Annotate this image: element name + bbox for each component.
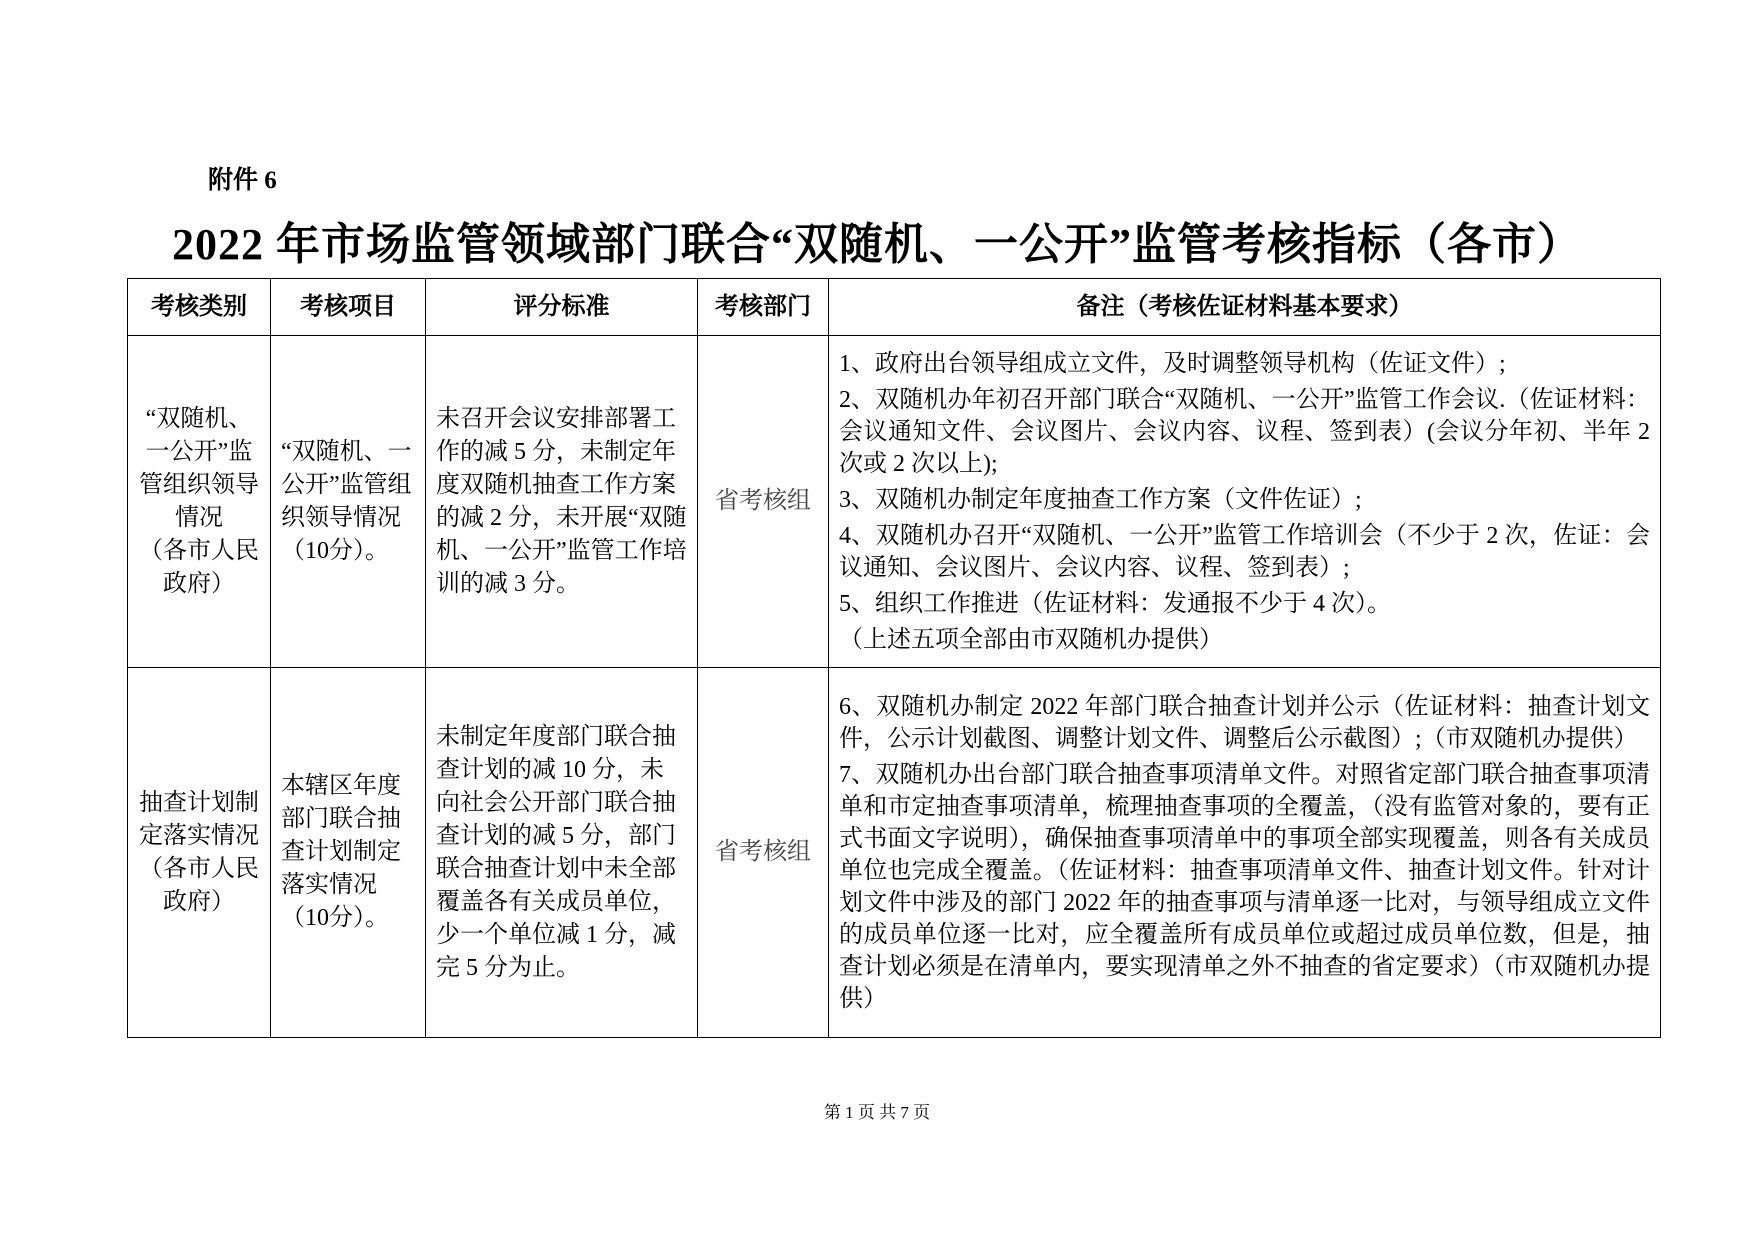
table-header [128,279,1661,336]
category-note: （各市人民政府） [139,855,259,915]
header-dept: 考核部门 [698,279,829,336]
criteria-cell: 未召开会议安排部署工作的减 5 分，未制定年度双随机抽查工作方案的减 2 分，未开展“双随机、一公开”监管工作培训的减 3 分。 [426,336,698,668]
remarks-cell [829,336,1661,668]
remark: 1、政府出台领导组成立文件，及时调整领导机构（佐证文件）; [839,350,1506,377]
category-cell [128,336,271,668]
item-cell: “双随机、一公开”监管组织领导情况（10分）。 [271,336,426,668]
header-category: 考核类别 [128,279,271,336]
remark: 5、组织工作推进（佐证材料：发通报不少于 4 次）。 [839,590,1391,617]
category: “双随机、一公开”监管组织领导情况 [139,405,259,531]
page-footer: 第 1 页 共 7 页 [823,1103,931,1122]
remark: （上述五项全部由市双随机办提供） [839,626,1223,653]
header-criteria: 评分标准 [426,279,698,336]
table-row [128,668,1661,1038]
remark: 7、双随机办出台部门联合抽查事项清单文件。对照省定部门联合抽查事项清单和市定抽查事项清单，梳理抽查事项的全覆盖，（没有监管对象的，要有正式书面文字说明），确保抽查事项清单中的事项全部实现覆盖，则各有关成员单位也完成全覆盖。（佐证材料：抽查事项清单文件、抽查计划文件。针对计划文件中涉及的部门 2022 年的抽查事项与清单逐一比对，与领导组成立文件的成员单位逐一比对，应全覆盖所有成员单位或超过成员单位数，但是，抽查计划必须是在清单内，要实现清单之外不抽查的省定要求）（市双随机办提供） [839,761,1650,1012]
remark: 2、双随机办年初召开部门联合“双随机、一公开”监管工作会议.（佐证材料：会议通知文件、会议图片、会议内容、议程、签到表）(会议分年初、半年 2 次或 2 次以上); [839,386,1650,477]
remark: 3、双随机办制定年度抽查工作方案（文件佐证）; [839,486,1362,513]
remarks-cell [829,668,1661,1038]
attachment-label: 附件 6 [208,167,277,194]
header-remarks: 备注（考核佐证材料基本要求） [829,279,1661,336]
dept-cell: 省考核组 [698,668,829,1038]
table-row [128,336,1661,668]
category-note: （各市人民政府） [139,537,259,597]
remark: 4、双随机办召开“双随机、一公开”监管工作培训会（不少于 2 次，佐证：会议通知、会议图片、会议内容、议程、签到表）; [839,522,1650,581]
assessment-table [127,278,1661,1038]
dept-cell: 省考核组 [698,336,829,668]
page-title: 2022 年市场监管领域部门联合“双随机、一公开”监管考核指标（各市） [172,220,1582,269]
remark: 6、双随机办制定 2022 年部门联合抽查计划并公示（佐证材料：抽查计划文件，公示计划截图、调整计划文件、调整后公示截图）;（市双随机办提供） [839,693,1650,752]
criteria-cell: 未制定年度部门联合抽查计划的减 10 分，未向社会公开部门联合抽查计划的减 5 分，部门联合抽查计划中未全部覆盖各有关成员单位，少一个单位减 1 分，减完 5 分为止。 [426,668,698,1038]
header-item: 考核项目 [271,279,426,336]
category-cell [128,668,271,1038]
item-cell: 本辖区年度部门联合抽查计划制定落实情况（10分）。 [271,668,426,1038]
category: 抽查计划制定落实情况 [139,789,259,849]
